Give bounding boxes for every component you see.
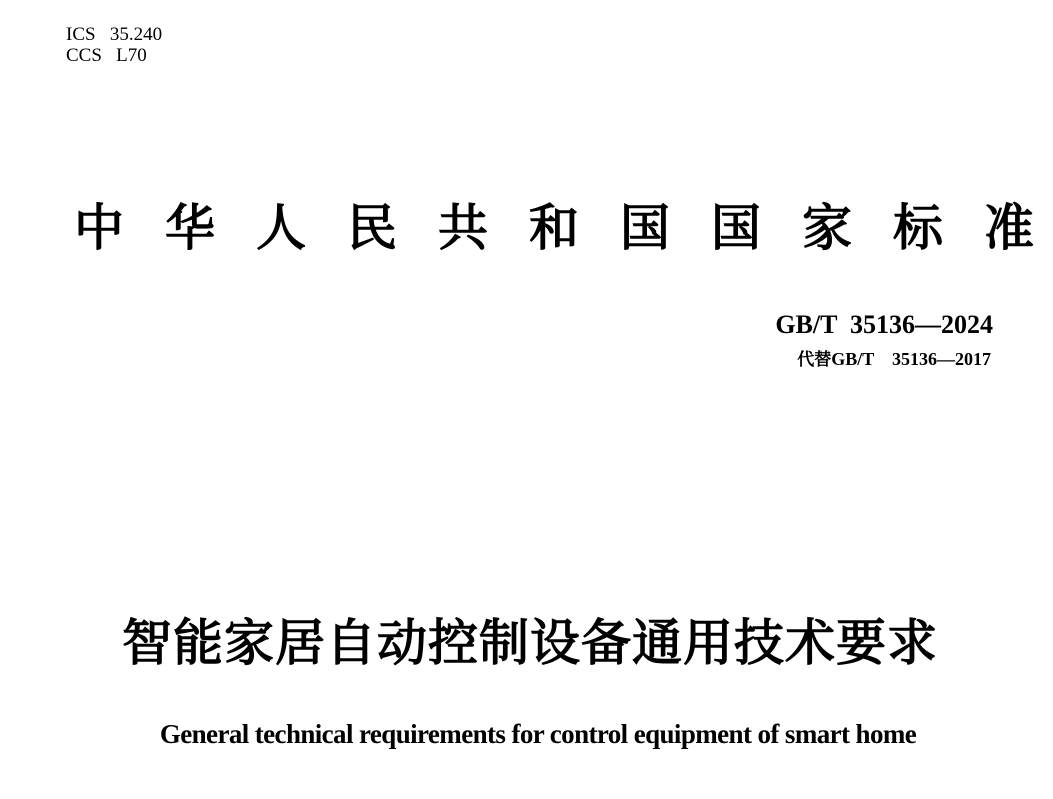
national-standard-title: [74, 196, 1034, 260]
title-char: 国: [620, 199, 670, 257]
title-char: 人: [256, 199, 306, 257]
title-char: 国: [711, 199, 761, 257]
title-char: 民: [347, 199, 397, 257]
title-char: 共: [438, 199, 488, 257]
ccs-code: CCS L70: [66, 45, 147, 66]
standard-number: GB/T 35136—2024: [775, 310, 993, 339]
title-char: 家: [802, 199, 852, 257]
title-char: 和: [529, 199, 579, 257]
replaces-prefix: 代替: [797, 350, 832, 370]
title-char: 华: [165, 199, 215, 257]
title-char: 中: [74, 199, 124, 257]
title-char: 标: [893, 199, 943, 257]
title-char: 准: [984, 199, 1034, 257]
replaces-number: GB/T 35136—2017: [831, 349, 991, 369]
classification-codes: [66, 24, 162, 66]
document-title-chinese: 智能家居自动控制设备通用技术要求: [122, 614, 938, 672]
document-title-english: General technical requirements for control equipment of smart home: [159, 719, 917, 749]
ics-code: ICS 35.240: [66, 24, 163, 45]
replaces-standard: [797, 347, 991, 372]
